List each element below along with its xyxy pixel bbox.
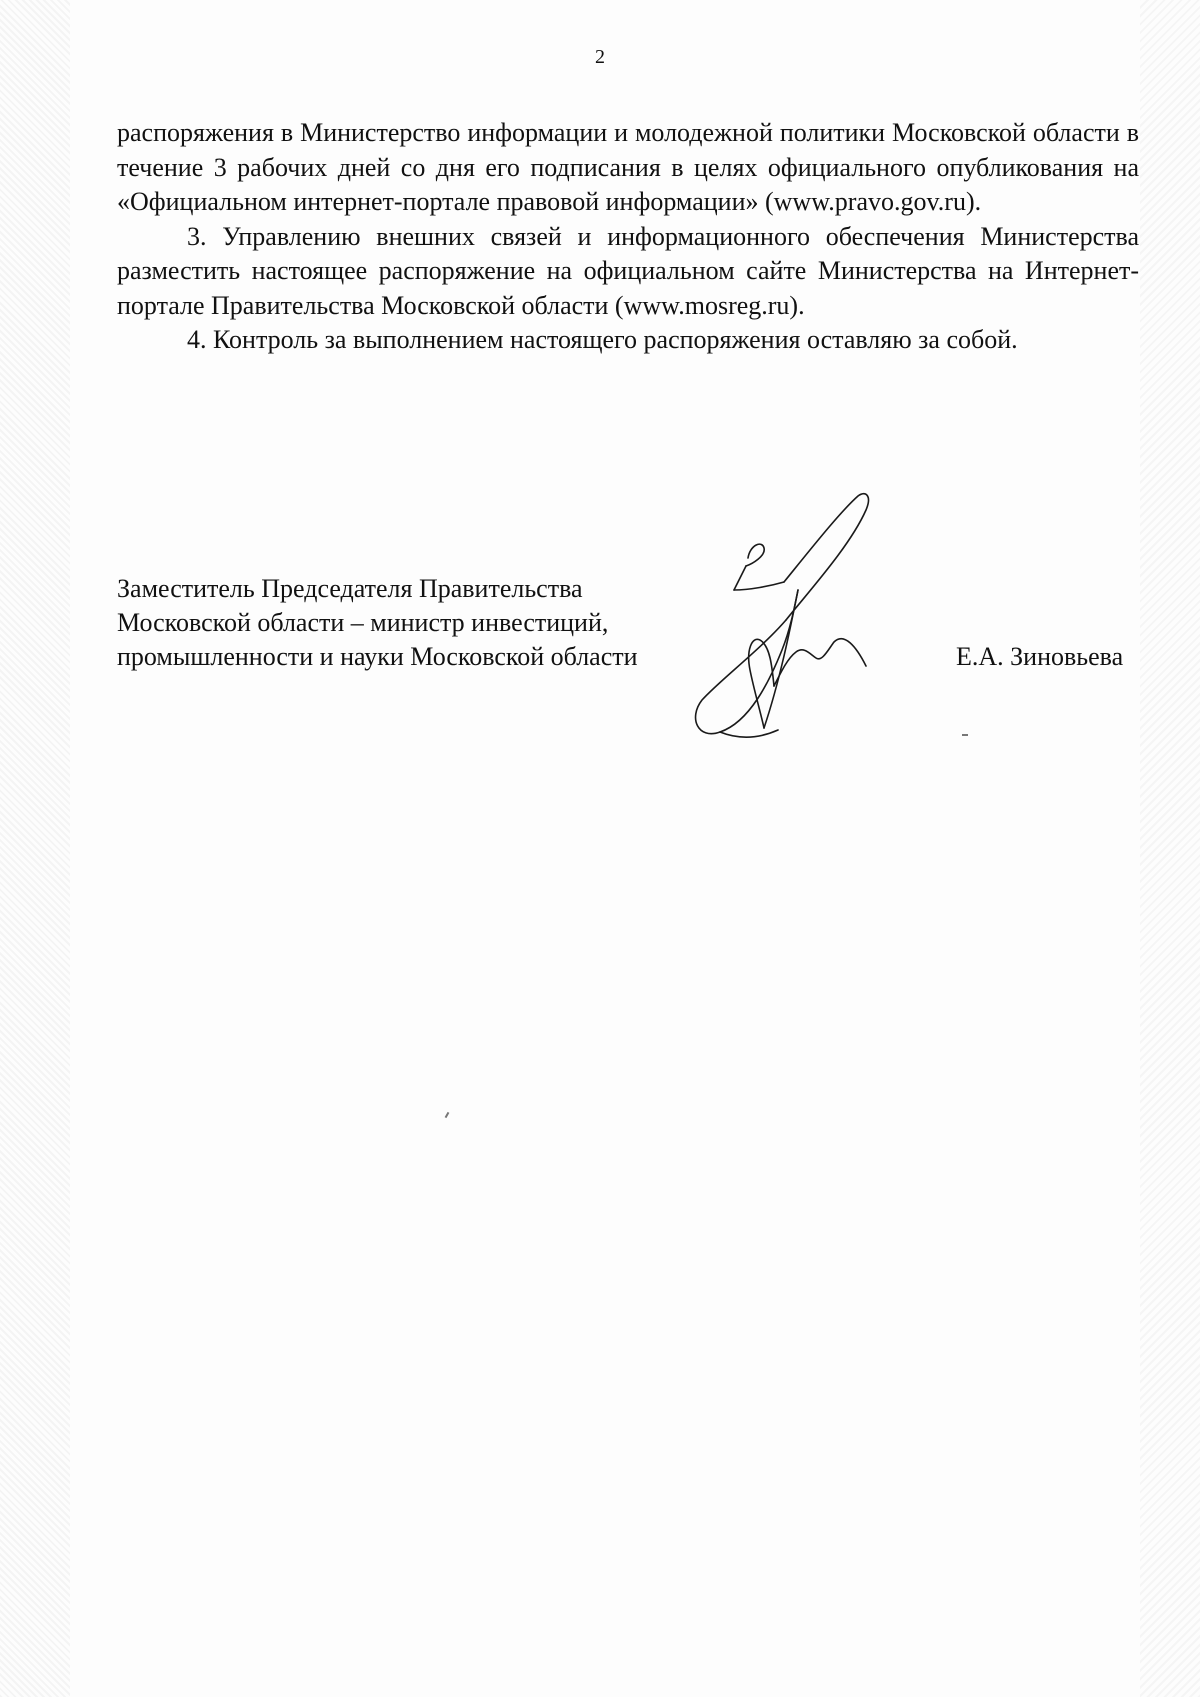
page-number: 2 — [595, 46, 605, 68]
handwritten-signature-icon — [690, 490, 950, 800]
scan-speck — [445, 1112, 450, 1118]
scan-noise-right — [1140, 0, 1200, 1697]
signatory-title-line-2: Московской области – министр инвестиций, — [117, 608, 609, 637]
scan-speck — [962, 734, 968, 736]
scan-noise-left — [0, 0, 70, 1697]
paragraph-item-3: 3. Управлению внешних связей и информационного обеспечения Министерства разместить настоящее распоряжение на официальном сайте Министерства на Интернет-портале Правительства Московской области (www.mosreg.ru). — [117, 221, 1139, 320]
signatory-name: Е.А. Зиновьева — [956, 642, 1124, 671]
paragraph-item-4: 4. Контроль за выполнением настоящего распоряжения оставляю за собой. — [187, 325, 1018, 354]
signatory-title-line-1: Заместитель Председателя Правительства — [117, 574, 583, 603]
paragraph-continuation: распоряжения в Министерство информации и молодежной политики Московской области в течение 3 рабочих дней со дня его подписания в целях официального опубликования на «Официальном интернет-портале правовой информации» (www.pravo.gov.ru). — [117, 118, 1139, 216]
document-body — [117, 116, 1139, 358]
signatory-title — [117, 572, 638, 674]
signatory-title-line-3: промышленности и науки Московской области — [117, 642, 638, 671]
